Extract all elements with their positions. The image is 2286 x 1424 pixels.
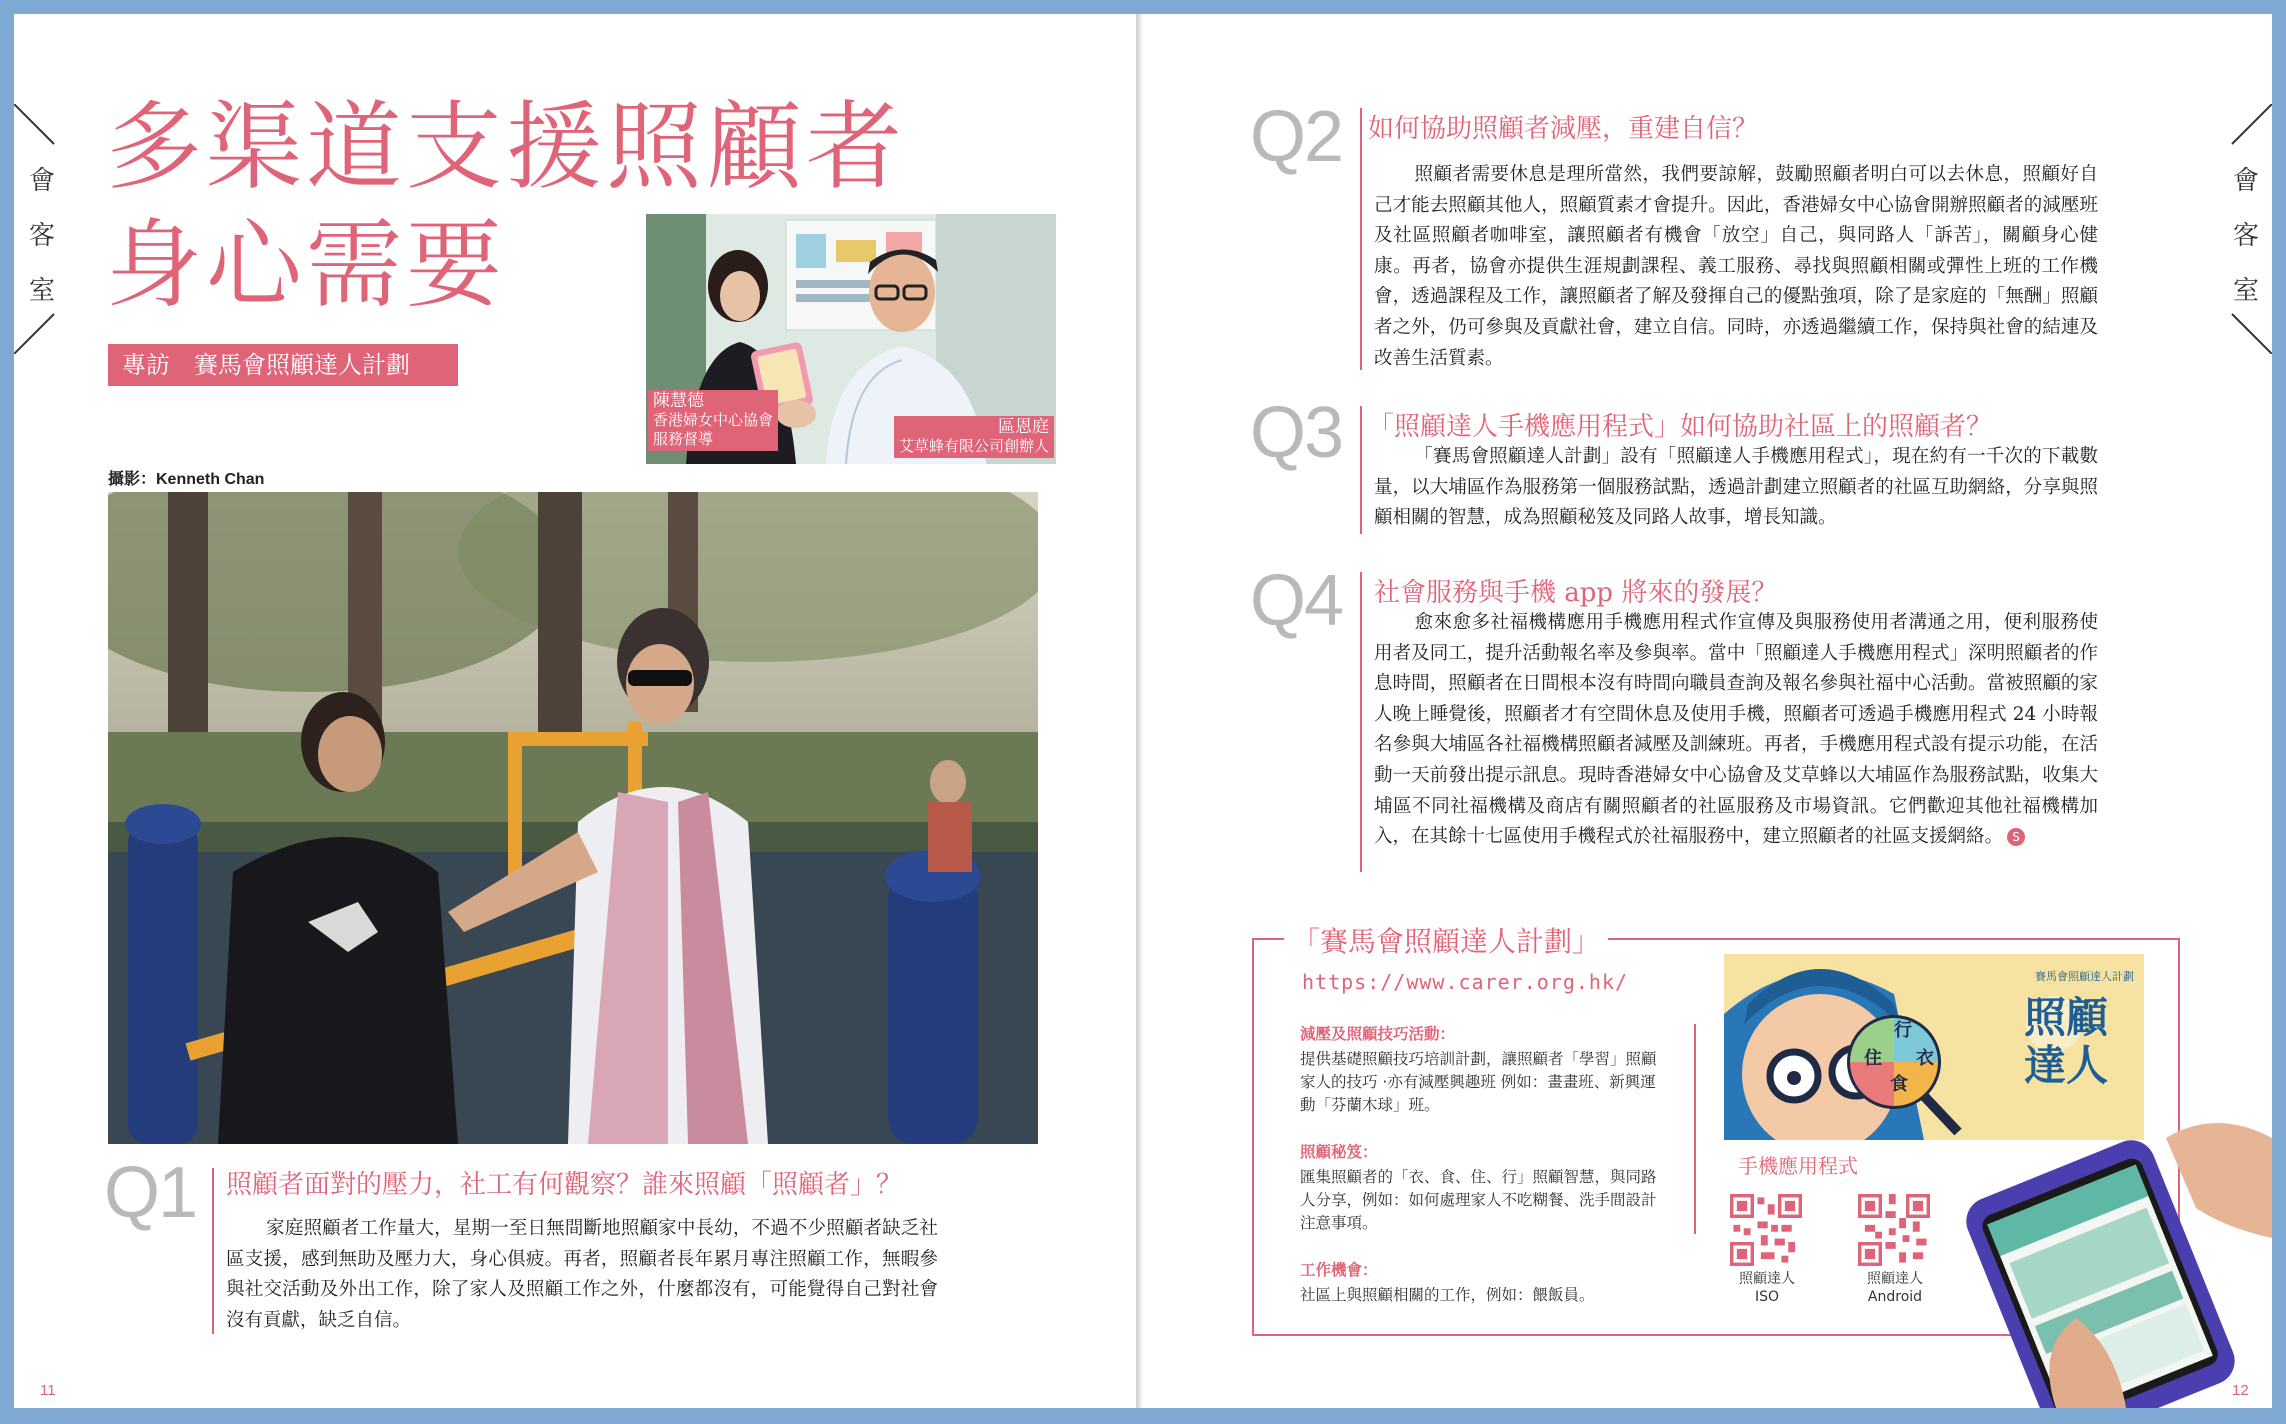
qr-code-android[interactable] [1858, 1194, 1930, 1266]
photo-credit: 攝影：Kenneth Chan [108, 471, 265, 488]
qr-code-ios[interactable] [1730, 1194, 1802, 1266]
title-line-1: 多渠道支援照顧者 [106, 91, 906, 203]
q3-body-text: 「賽馬會照顧達人計劃」設有「照顧達人手機應用程式」，現在約有一千次的下載數量，以大埔區作為服務第一個服務試點，透過計劃建立照顧者的社區互助網絡，分享與照顧相關的智慧，成為照顧秘笈及同路人故事，增長知識。 [1374, 446, 2098, 529]
section-tab-char: 室 [28, 276, 55, 306]
left-page [14, 14, 1136, 1408]
q1-heading: 照顧者面對的壓力，社工有何觀察？誰來照顧「照顧者」？ [226, 1170, 903, 1200]
section-tab-char: 室 [2232, 276, 2259, 306]
q4-body [1374, 608, 2098, 853]
banner-char-yi: 衣 [1916, 1048, 1934, 1069]
qr-caption-ios [1722, 1270, 1812, 1306]
q4-body-text: 愈來愈多社福機構應用手機應用程式作宣傳及與服務使用者溝通之用，便利服務使用者及同工，提升活動報名率及參與率。當中「照顧達人手機應用程式」深明照顧者的作息時間，照顧者在日間根本沒有時間向職員查詢及報名參與社福中心活動。當被照顧的家人晚上睡覺後，照顧者才有空間休息及使用手機，照顧者可透過手機應用程式 24 小時報名參與大埔區各社福機構照顧者減壓及訓練班。再者，手機應用程式設有提示功能，在活動一天前發出提示訊息。現時香港婦女中心協會及艾草蜂以大埔區作為服務試點，收集大埔區不同社福機構及商店有關照顧者的社區服務及市場資訊。它們歡迎其他社福機構加入，在其餘十七區使用手機程式於社福服務中，建立照顧者的社區支援網絡。 [1374, 612, 2098, 848]
app-label: 手機應用程式 [1738, 1154, 1858, 1178]
q3-rule [1360, 406, 1362, 534]
q2-body [1374, 160, 2098, 374]
person1-name: 陳慧德 [653, 391, 704, 411]
program-title: 「賽馬會照顧達人計劃」 [1284, 920, 1608, 960]
app-banner [1724, 954, 2144, 1140]
phone-in-hand-photo [1956, 1118, 2272, 1408]
banner-brand: 賽馬會照顧達人計劃 [2035, 970, 2134, 983]
q1-rule [212, 1168, 214, 1334]
smartphone-icon [1956, 1118, 2272, 1408]
page-number-left: 11 [40, 1382, 56, 1399]
person1-role: 服務督導 [653, 430, 714, 448]
section-heading-jobs: 工作機會： [1300, 1261, 1378, 1279]
qr-caption-ios-line1: 照顧達人 [1739, 1271, 1795, 1287]
person2-caption [894, 416, 1054, 458]
q2-body-text: 照顧者需要休息是理所當然，我們要諒解，鼓勵照顧者明白可以去休息，照顧好自己才能去照顧其他人，照顧質素才會提升。因此，香港婦女中心協會開辦照顧者的減壓班及社區照顧者咖啡室，讓照顧者有機會「放空」自己，與同路人「訴苦」，關顧身心健康。再者，協會亦提供生涯規劃課程、義工服務、尋找與照顧相關或彈性上班的工作機會，透過課程及工作，讓照顧者了解及發揮自己的優點強項，除了是家庭的「無酬」照顧者之外，仍可參與及貢獻社會，建立自信。同時，亦透過繼續工作，保持與社會的結連及改善生活質素。 [1374, 164, 2098, 369]
q3-body [1374, 442, 2098, 534]
qr-caption-android [1850, 1270, 1940, 1306]
section-body-jobs: 社區上與照顧相關的工作，例如：餵飯員。 [1300, 1286, 1595, 1304]
section-tab-char: 客 [2232, 221, 2259, 251]
banner-char-shi: 食 [1890, 1074, 1908, 1095]
q3-number: Q3 [1250, 393, 1343, 473]
person1-org: 香港婦女中心協會 [653, 411, 774, 429]
banner-char-zhu: 住 [1864, 1048, 1882, 1069]
section-body-activities: 提供基礎照顧技巧培訓計劃，讓照顧者「學習」照顧家人的技巧 ·亦有減壓興趣班 例如：畫畫班、新興運動「芬蘭木球」班。 [1300, 1050, 1657, 1114]
q1-number: Q1 [104, 1153, 197, 1233]
q3-heading: 「照顧達人手機應用程式」如何協助社區上的照顧者？ [1368, 412, 1993, 442]
section-tab-char: 會 [28, 166, 55, 196]
section-heading-tips: 照顧秘笈： [1300, 1143, 1378, 1161]
qr-caption-android-line2: Android [1867, 1289, 1923, 1305]
person2-role: 艾草蜂有限公司創辦人 [898, 437, 1049, 455]
person2-name: 區恩庭 [998, 417, 1049, 437]
interview-subtitle: 專訪 賽馬會照顧達人計劃 [108, 344, 458, 386]
section-heading-activities: 減壓及照顧技巧活動： [1300, 1025, 1456, 1043]
right-page [1142, 14, 2272, 1408]
q1-body [226, 1214, 938, 1336]
end-mark-icon: S [2007, 828, 2025, 846]
q2-rule [1360, 108, 1362, 370]
section-body-tips: 匯集照顧者的「衣、食、住、行」照顧智慧，與同路人分享，例如：如何處理家人不吃糊餐、洗手間設計注意事項。 [1300, 1168, 1657, 1232]
interview-photo [646, 214, 1056, 464]
section-tab-right [2212, 104, 2272, 354]
q4-number: Q4 [1250, 561, 1343, 641]
info-box-divider [1694, 1024, 1696, 1234]
banner-char-xing: 行 [1894, 1020, 1912, 1041]
q4-rule [1360, 572, 1362, 872]
q2-heading: 如何協助照顧者減壓，重建自信？ [1368, 114, 1759, 144]
section-tab-char: 會 [2232, 166, 2259, 196]
qr-caption-ios-line2: ISO [1754, 1289, 1780, 1305]
park-exercise-photo [108, 492, 1038, 1144]
person1-caption [648, 390, 778, 451]
main-photo [108, 492, 1038, 1144]
title-line-2: 身心需要 [106, 209, 506, 321]
page-number-right: 12 [2232, 1382, 2249, 1399]
qr-caption-android-line1: 照顧達人 [1867, 1271, 1923, 1287]
q4-heading: 社會服務與手機 app 將來的發展？ [1374, 578, 1778, 608]
program-url[interactable]: https://www.carer.org.hk/ [1302, 970, 1629, 994]
section-tab-char: 客 [28, 221, 55, 251]
q1-body-text: 家庭照顧者工作量大，星期一至日無間斷地照顧家中長幼，不過不少照顧者缺乏社區支援，感到無助及壓力大，身心俱疲。再者，照顧者長年累月專注照顧工作，無暇參與社交活動及外出工作，除了家人及照顧工作之外，什麼都沒有，可能覺得自己對社會沒有貢獻，缺乏自信。 [226, 1218, 938, 1331]
section-tab-left [14, 104, 74, 354]
q2-number: Q2 [1250, 97, 1343, 177]
banner-logo-text: 照顧達人 [2024, 993, 2109, 1090]
